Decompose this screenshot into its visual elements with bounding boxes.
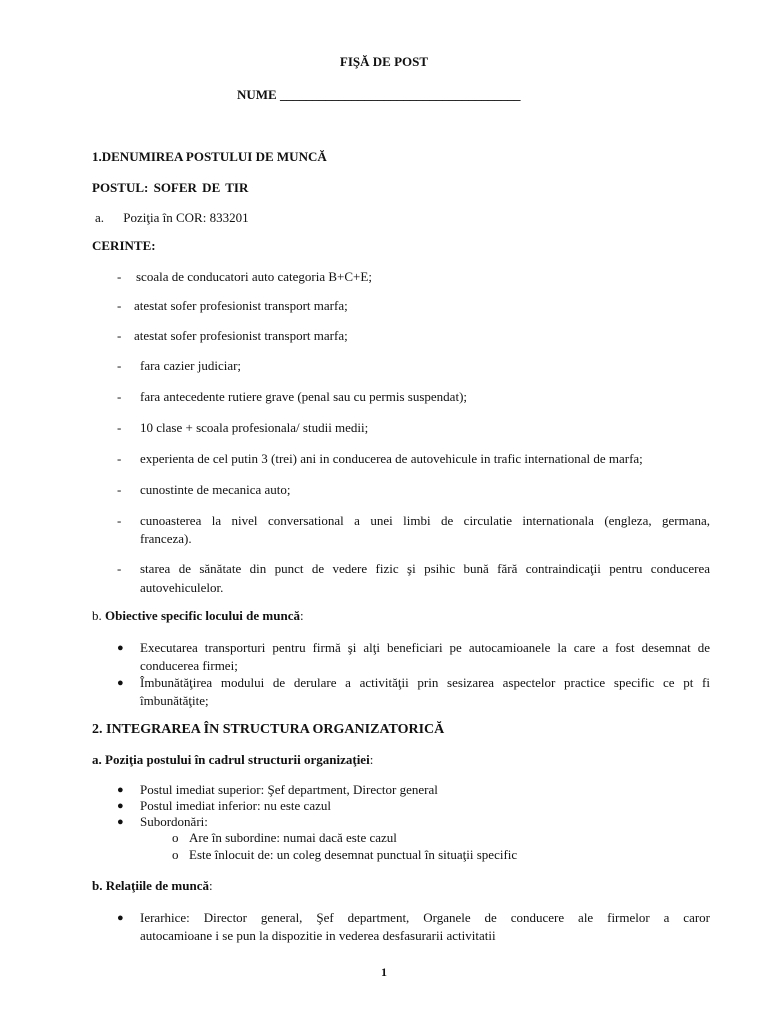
list-item: Postul imediat superior: Şef department, Director general: [140, 782, 438, 797]
name-label: NUME: [237, 87, 277, 102]
position-heading: [92, 752, 373, 768]
list-item: fara antecedente rutiere grave (penal sau cu permis suspendat);: [140, 389, 468, 404]
list-item: starea de sănătate din punct de vedere fizic şi psihic bună fără contraindicaţii pentru conducerea: [140, 561, 710, 576]
dash-marker: -: [117, 513, 122, 528]
sub-list-item: Are în subordine: numai dacă este cazul: [189, 830, 397, 845]
list-item: Executarea transporturi pentru firmă şi alţi beneficiari pe autocamioanele la care a fost desemnat de: [140, 640, 710, 655]
circle-marker: o: [172, 830, 179, 845]
cor-line: [95, 210, 249, 226]
list-item: 10 clase + scoala profesionala/ studii medii;: [140, 420, 369, 435]
list-item: Îmbunătăţirea modului de derulare a activităţii prin sesizarea aspectelor practice specific ce pt fi: [140, 675, 710, 690]
objectives-prefix: b.: [92, 608, 102, 623]
list-item: experienta de cel putin 3 (trei) ani in conducerea de autovehicule in trafic international de marfa;: [140, 451, 643, 466]
list-item-continuation: conducerea firmei;: [140, 658, 238, 673]
name-line: _____________________________________: [279, 87, 521, 102]
cor-label: Poziţia în COR:: [123, 210, 207, 225]
list-item-continuation: autocamioane i se pun la dispozitie in vederea desfasurarii activitatii: [140, 928, 496, 943]
list-item: scoala de conducatori auto categoria B+C+E;: [136, 269, 372, 284]
position-colon: :: [369, 752, 374, 767]
page-number: 1: [381, 965, 387, 979]
name-field: [237, 87, 520, 103]
list-item: atestat sofer profesionist transport marfa;: [134, 328, 348, 343]
bullet-marker: ●: [117, 816, 124, 828]
position-title: a. Poziţia postului în cadrul structurii organizaţiei: [92, 752, 370, 767]
list-item: cunostinte de mecanica auto;: [140, 482, 291, 497]
bullet-marker: ●: [117, 784, 124, 796]
dash-marker: -: [117, 482, 122, 497]
document-title: FIŞĂ DE POST: [339, 54, 429, 69]
cor-marker: a.: [95, 210, 105, 225]
dash-marker: -: [117, 269, 122, 284]
bullet-marker: ●: [117, 912, 124, 924]
list-item: atestat sofer profesionist transport marfa;: [134, 298, 348, 313]
list-item-continuation: franceza).: [140, 531, 192, 546]
post-label: POSTUL: SOFER DE TIR: [92, 180, 249, 195]
list-item: cunoasterea la nivel conversational a unei limbi de circulatie internationala (engleza, germana,: [140, 513, 710, 528]
relations-heading: [92, 878, 213, 894]
dash-marker: -: [117, 561, 122, 576]
cerinte-heading: CERINTE:: [92, 238, 156, 253]
list-item: fara cazier judiciar;: [140, 358, 242, 373]
circle-marker: o: [172, 847, 179, 862]
dash-marker: -: [117, 298, 122, 313]
section1-heading: 1.DENUMIREA POSTULUI DE MUNCĂ: [92, 149, 327, 164]
dash-marker: -: [117, 358, 122, 373]
dash-marker: -: [117, 389, 122, 404]
section2-heading: 2. INTEGRAREA ÎN STRUCTURA ORGANIZATORICĂ: [92, 722, 445, 737]
relations-colon: :: [209, 878, 213, 893]
dash-marker: -: [117, 451, 122, 466]
relations-title: b. Relaţiile de muncă: [92, 878, 209, 893]
sub-list-item: Este înlocuit de: un coleg desemnat punctual în situaţii specific: [189, 847, 518, 862]
objectives-title: Obiective specific locului de muncă: [105, 608, 300, 623]
dash-marker: -: [117, 328, 122, 343]
objectives-colon: :: [299, 608, 304, 623]
bullet-marker: ●: [117, 677, 124, 689]
list-item: Postul imediat inferior: nu este cazul: [140, 798, 331, 813]
list-item-continuation: îmbunătăţite;: [140, 693, 209, 708]
bullet-marker: ●: [117, 642, 124, 654]
bullet-marker: ●: [117, 800, 124, 812]
list-item: Subordonări:: [140, 814, 208, 829]
objectives-heading: [92, 608, 304, 624]
list-item: Ierarhice: Director general, Şef department, Organele de conducere ale firmelor a caror: [140, 910, 710, 925]
dash-marker: -: [117, 420, 122, 435]
cor-value: 833201: [209, 210, 249, 225]
list-item-continuation: autovehiculelor.: [140, 580, 224, 595]
